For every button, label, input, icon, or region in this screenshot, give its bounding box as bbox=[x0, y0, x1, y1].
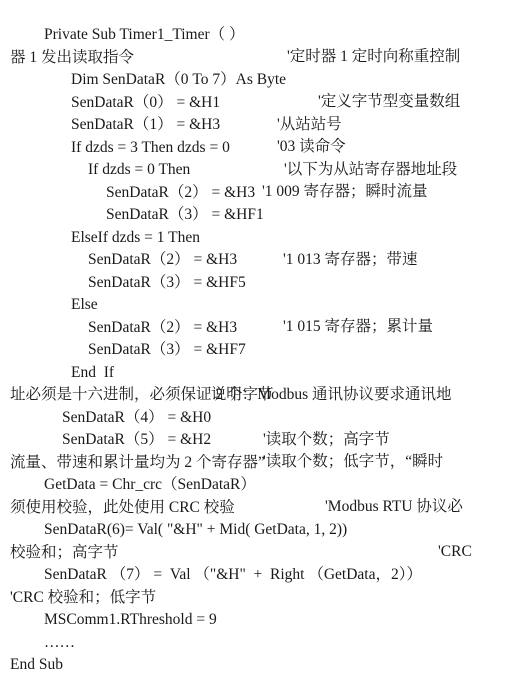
code-text: 器 1 发出读取指令 bbox=[10, 48, 135, 66]
code-line-ellipsis bbox=[0, 610, 506, 651]
code-comment: 'Modbus RTU 协议必 bbox=[325, 498, 463, 515]
code-comment: '1 013 寄存器；带速 bbox=[283, 250, 418, 268]
code-text: Else bbox=[71, 296, 98, 313]
code-text: Dim SenDataR（0 To 7）As Byte bbox=[71, 71, 287, 88]
code-line-assign bbox=[0, 182, 506, 223]
code-line-rthreshold bbox=[0, 587, 506, 628]
code-line-comment-continuation bbox=[0, 565, 506, 606]
code-comment: '说明：Modbus 通讯协议要求通讯地 bbox=[208, 385, 452, 403]
code-text: SenDataR（3） = &HF1 bbox=[106, 206, 264, 223]
code-text: If dzds = 3 Then dzds = 0 bbox=[71, 138, 230, 156]
code-text: GetData = Chr_crc（SenDataR） bbox=[44, 476, 256, 493]
code-text: SenDataR（3） = &HF7 bbox=[88, 341, 246, 358]
code-comment: '从站站号 bbox=[277, 115, 342, 133]
code-text: …… bbox=[44, 633, 75, 651]
code-text: If dzds = 0 Then bbox=[88, 161, 191, 178]
code-line-assign bbox=[0, 250, 506, 291]
code-text: 须使用校验，此处使用 CRC 校验 bbox=[10, 498, 235, 516]
code-comment: '读取个数；高字节 bbox=[263, 430, 390, 448]
code-text: SenDataR（4） = &H0 bbox=[62, 408, 212, 426]
code-text: End If bbox=[71, 363, 115, 381]
code-text: 流量、带速和累计量均为 2 个寄存器” bbox=[10, 453, 265, 471]
code-comment: '以下为从站寄存器地址段 bbox=[284, 160, 458, 178]
code-comment: '1 015 寄存器；累计量 bbox=[283, 318, 434, 335]
code-text: ElseIf dzds = 1 Then bbox=[71, 228, 200, 246]
code-comment: '1 009 寄存器；瞬时流量 bbox=[262, 183, 428, 200]
code-text: SenDataR（2） = &H3 bbox=[106, 183, 256, 201]
code-text: End Sub bbox=[10, 656, 63, 673]
code-text: 址必须是十六进制，必须保证 2 个字节 bbox=[10, 386, 274, 403]
code-text: SenDataR（2） = &H3 bbox=[88, 318, 238, 336]
code-text: SenDataR(6)= Val( "&H" + Mid( GetData, 1, 2)) bbox=[44, 521, 348, 538]
code-line-assign bbox=[0, 317, 506, 358]
code-text: SenDataR（1） = &H3 bbox=[71, 116, 221, 133]
code-line-crc-low bbox=[0, 542, 506, 583]
code-comment: 'CRC bbox=[438, 543, 472, 560]
code-text: Private Sub Timer1_Timer（ ） bbox=[44, 26, 245, 43]
code-comment: '读取个数；低字节，“瞬时 bbox=[263, 453, 444, 470]
code-comment: '定义字节型变量数组 bbox=[318, 93, 461, 110]
code-text: SenDataR（0） = &H1 bbox=[71, 93, 221, 111]
code-comment: '定时器 1 定时向称重控制 bbox=[287, 48, 461, 65]
code-text: SenDataR（3） = &HF5 bbox=[88, 273, 246, 291]
code-text: SenDataR （7） = Val （"&H" + Right （GetData，2）） bbox=[44, 566, 422, 583]
code-text: MSComm1.RThreshold = 9 bbox=[44, 611, 217, 628]
code-comment: '03 读命令 bbox=[277, 138, 346, 155]
code-text: SenDataR（2） = &H3 bbox=[88, 251, 238, 268]
code-text: 校验和；高字节 bbox=[10, 543, 119, 561]
code-text: SenDataR（5） = &H2 bbox=[62, 431, 212, 448]
code-text: 'CRC 校验和；低字节 bbox=[10, 588, 157, 606]
code-line-end-sub bbox=[0, 632, 506, 673]
